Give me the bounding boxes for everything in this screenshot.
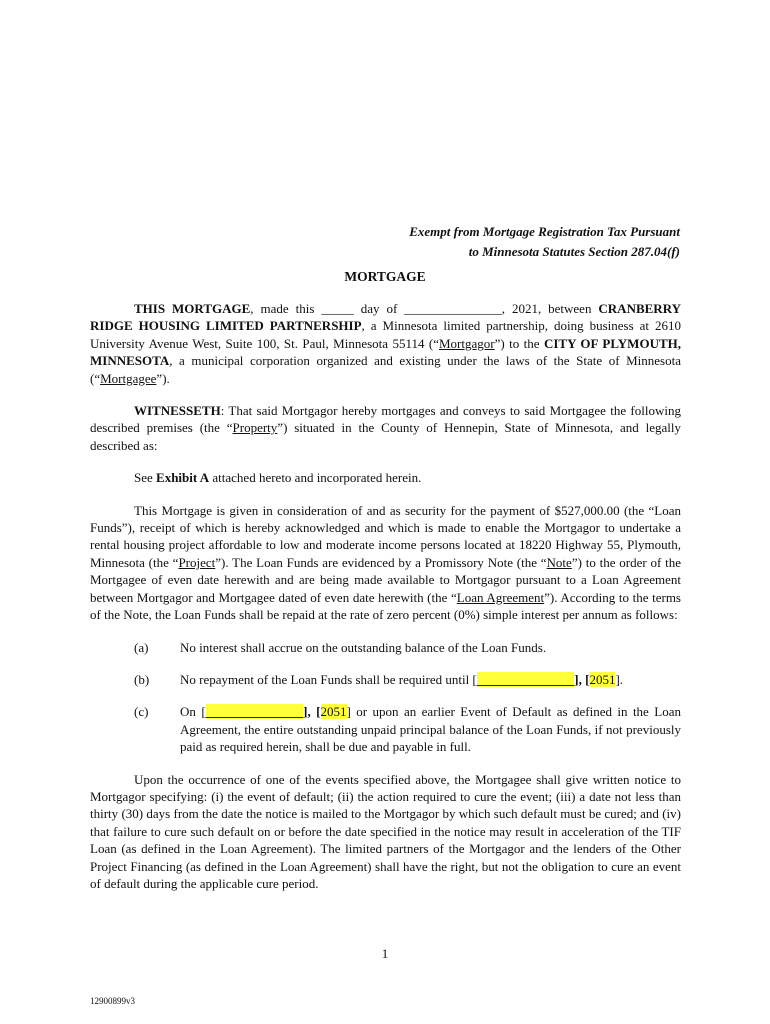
- text-run: ”).: [156, 370, 170, 386]
- text-run: , a Minnesota limited partnership, doing business at 2610 University Avenue West, Suite 100, St. Paul, Minnesota 55114 (“: [90, 318, 681, 351]
- item-label: (b): [134, 671, 150, 687]
- item-text: No interest shall accrue on the outstanding balance of the Loan Funds.: [180, 639, 547, 655]
- text-run: On [: [180, 704, 206, 720]
- text-run: No repayment of the Loan Funds shall be required until [: [180, 671, 477, 687]
- defined-term-project: Project: [178, 554, 216, 570]
- text-run: See: [134, 470, 157, 486]
- text-run: ] or upon an earlier Event of Default as defined in the Loan Agreement, the entire outstanding unpaid principal balance of the Loan Funds, if not previously paid as required herein, shall be due and payable in full.: [180, 704, 681, 755]
- lead-term: THIS MORTGAGE: [134, 301, 251, 316]
- defined-term-loan-agreement: Loan Agreement: [456, 589, 545, 605]
- highlighted-date-blank: _______________: [205, 704, 304, 720]
- item-label: (c): [134, 704, 149, 720]
- document-body: [90, 300, 681, 907]
- text-run: , made this _____ day of _______________, 2021, between: [250, 301, 599, 316]
- witnesseth-term: WITNESSETH: [134, 403, 221, 419]
- defined-term-mortgagee: Mortgagee: [100, 370, 157, 386]
- item-label: (a): [134, 639, 149, 655]
- defined-term-note: Note: [546, 554, 572, 570]
- tax-exemption-header: [260, 222, 680, 262]
- text-run: ], [: [303, 704, 321, 720]
- header-line-2: to Minnesota Statutes Section 287.04(f): [468, 244, 680, 259]
- text-run: ”). The Loan Funds are evidenced by a Promissory Note (the “: [215, 554, 547, 570]
- highlighted-year: 2051: [589, 671, 616, 687]
- item-text: [180, 671, 681, 688]
- text-run: This Mortgage is given in consideration of and as security for the payment of $527,000.00 (the “Loan Funds”), receipt of which is hereby acknowledged and which is made to enable the Mortgagor to undertake a rental housing project affordable to low and moderate income persons located at 18220 Highway 55, Plymouth, Minnesota (the “: [90, 502, 681, 570]
- document-id: 12900899v3: [90, 996, 135, 1006]
- page-number: 1: [381, 946, 389, 961]
- exhibit-a-label: Exhibit A: [156, 470, 210, 486]
- text-run: ”) to the order of the Mortgagee of even date herewith and are being made available to Mortgagor pursuant to a Loan Agreement between Mortgagor and Mortgagee dated of even date herewith (the “: [90, 554, 681, 605]
- item-text: [180, 703, 681, 755]
- list-item-b: [90, 671, 681, 688]
- header-line-1: Exempt from Mortgage Registration Tax Pursuant: [409, 224, 680, 239]
- witnesseth-paragraph: [90, 402, 681, 454]
- text-run: ”). According to the terms of the Note, the Loan Funds shall be repaid at the rate of zero percent (0%) simple interest per annum as follows:: [90, 589, 681, 623]
- list-item-c: [90, 703, 681, 755]
- document-title: MORTGAGE: [344, 269, 426, 284]
- default-notice-paragraph: Upon the occurrence of one of the events specified above, the Mortgagee shall give written notice to Mortgagor specifying: (i) the event of default; (ii) the action required to cure the event; (iii) a date not less than thirty (30) days from the date the notice is mailed to the Mortgagor by which such default must be cured; and (iv) that failure to cure such default on or before the date specified in the notice may result in acceleration of the TIF Loan (as defined in the Loan Agreement). The limited partners of the Mortgagor and the lenders of the Other Project Financing (as defined in the Loan Agreement) shall have the right, but not the obligation to cure an event of default during the applicable cure period.: [90, 771, 681, 891]
- mortgagee-name: CITY OF PLYMOUTH, MINNESOTA: [90, 335, 681, 369]
- highlighted-year: 2051: [320, 704, 347, 720]
- exhibit-reference: [134, 469, 681, 486]
- mortgagor-name: CRANBERRY RIDGE HOUSING LIMITED PARTNERSHIP: [90, 301, 682, 334]
- text-run: ], [: [574, 671, 590, 687]
- list-item-a: [90, 639, 681, 656]
- text-run: ”) to the: [494, 335, 544, 351]
- text-run: ”) situated in the County of Hennepin, State of Minnesota, and legally described as:: [90, 420, 681, 453]
- text-run: attached hereto and incorporated herein.: [209, 470, 422, 486]
- text-run: , a municipal corporation organized and existing under the laws of the State of Minnesota (“: [90, 353, 681, 386]
- text-run: ].: [615, 671, 624, 687]
- text-run: : That said Mortgagor hereby mortgages and conveys to said Mortgagee the following described premises (the “: [90, 403, 681, 436]
- consideration-paragraph: [90, 502, 681, 624]
- defined-term-mortgagor: Mortgagor: [439, 335, 495, 351]
- highlighted-date-blank: _______________: [476, 671, 575, 687]
- defined-term-property: Property: [232, 420, 278, 436]
- opening-paragraph: [90, 300, 681, 387]
